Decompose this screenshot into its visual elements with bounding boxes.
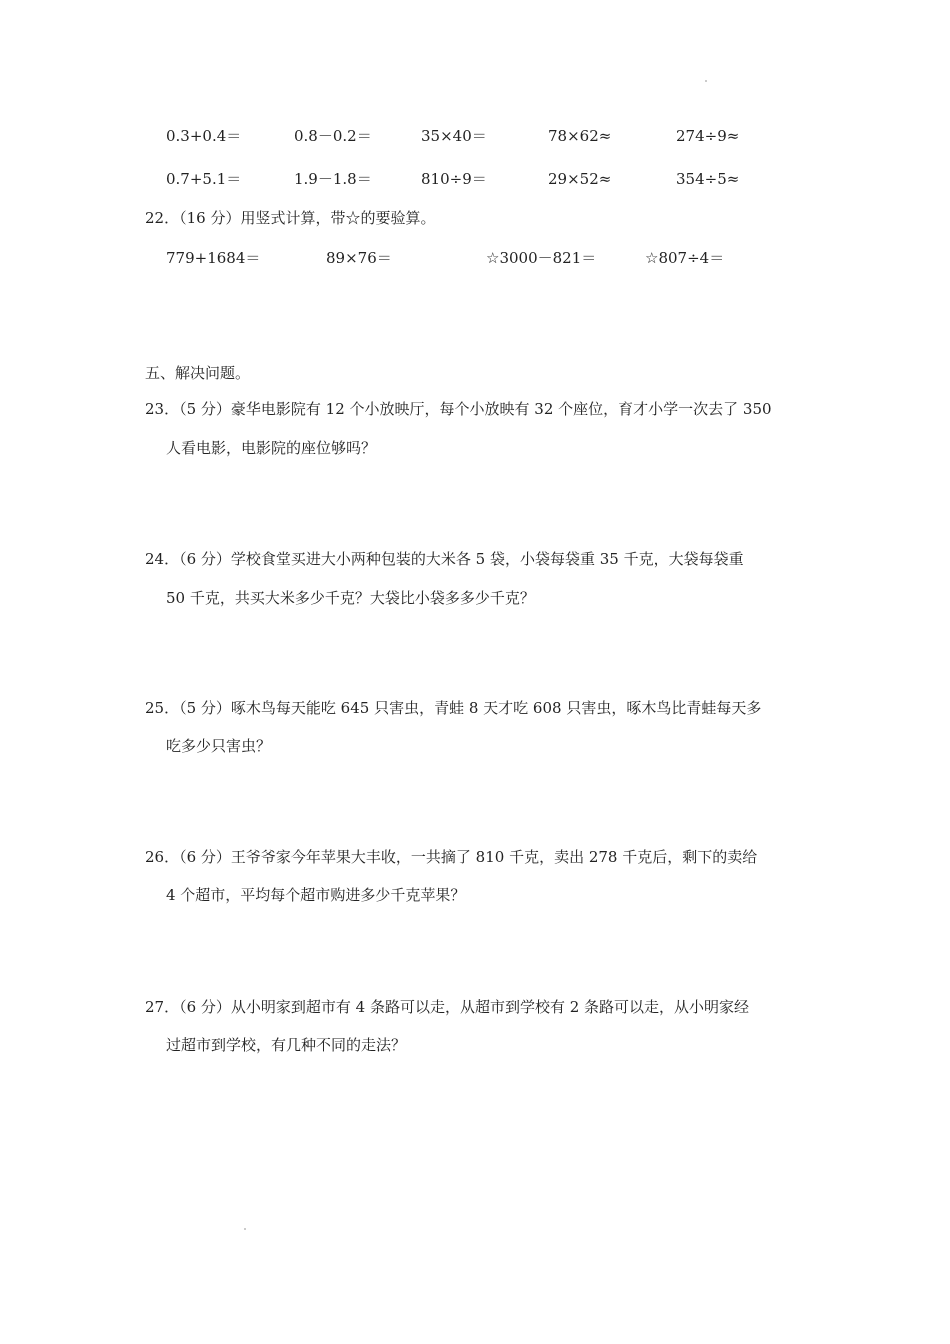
vertical-calc-item: 779+1684＝ [166,249,261,267]
scan-speck [244,1228,246,1230]
oral-calc-item: 29×52≈ [548,170,612,188]
oral-calc-item: 35×40＝ [421,127,487,145]
question-23-line1: 23．（5 分）豪华电影院有 12 个小放映厅，每个小放映有 32 个座位，育才小学一次去了 350 [145,400,772,418]
question-23-line2: 人看电影，电影院的座位够吗？ [166,439,377,457]
oral-calc-item: 810÷9＝ [421,170,487,188]
question-24-line2: 50 千克，共买大米多少千克？大袋比小袋多多少千克？ [166,589,535,607]
question-25-line2: 吃多少只害虫？ [166,737,272,755]
oral-calc-item: 0.8－0.2＝ [294,127,372,145]
oral-calc-item: 0.7+5.1＝ [166,170,242,188]
question-24-line1: 24．（6 分）学校食堂买进大小两种包装的大米各 5 袋，小袋每袋重 35 千克，大袋每袋重 [145,550,744,568]
oral-calc-item: 78×62≈ [548,127,612,145]
vertical-calc-item: ☆3000－821＝ [486,249,597,267]
question-25-line1: 25．（5 分）啄木鸟每天能吃 645 只害虫，青蛙 8 天才吃 608 只害虫，啄木鸟比青蛙每天多 [145,699,762,717]
question-22-heading: 22．（16 分）用竖式计算，带☆的要验算。 [145,209,436,227]
question-26-line1: 26．（6 分）王爷爷家今年苹果大丰收，一共摘了 810 千克，卖出 278 千克后，剩下的卖给 [145,848,758,866]
question-27-line2: 过超市到学校，有几种不同的走法？ [166,1036,407,1054]
oral-calc-item: 274÷9≈ [676,127,740,145]
question-26-line2: 4 个超市，平均每个超市购进多少千克苹果？ [166,886,466,904]
scan-speck [705,80,707,82]
oral-calc-item: 1.9－1.8＝ [294,170,372,188]
oral-calc-item: 0.3+0.4＝ [166,127,242,145]
oral-calc-item: 354÷5≈ [676,170,740,188]
section-title: 五、解决问题。 [145,364,251,382]
question-27-line1: 27．（6 分）从小明家到超市有 4 条路可以走，从超市到学校有 2 条路可以走，从小明家经 [145,998,750,1016]
vertical-calc-item: ☆807÷4＝ [645,249,725,267]
vertical-calc-item: 89×76＝ [326,249,392,267]
